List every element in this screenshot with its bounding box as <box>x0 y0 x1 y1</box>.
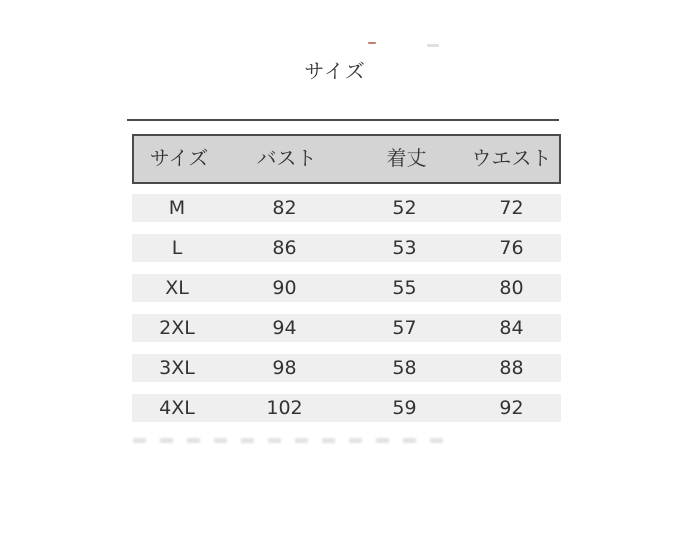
bust-cell: 98 <box>272 357 297 379</box>
bust-cell: 90 <box>272 277 297 299</box>
table-row <box>132 274 561 302</box>
column-header-bust: バスト <box>256 146 317 170</box>
length-cell: 59 <box>392 397 417 419</box>
length-cell: 57 <box>392 317 417 339</box>
size-cell: 4XL <box>159 397 195 419</box>
bust-cell: 94 <box>272 317 297 339</box>
length-cell: 52 <box>392 197 417 219</box>
waist-cell: 76 <box>499 237 524 259</box>
table-row <box>132 394 561 422</box>
bust-cell: 86 <box>272 237 297 259</box>
page-title: サイズ <box>304 59 366 83</box>
column-header-waist: ウエスト <box>471 146 552 170</box>
size-cell: L <box>171 237 183 259</box>
waist-cell: 92 <box>499 397 524 419</box>
bust-cell: 82 <box>272 197 297 219</box>
red-dash-artifact <box>368 42 376 44</box>
size-cell: 3XL <box>159 357 195 379</box>
column-header-length: 着丈 <box>386 146 427 170</box>
table-row <box>132 354 561 382</box>
waist-cell: 72 <box>499 197 524 219</box>
length-cell: 58 <box>392 357 417 379</box>
waist-cell: 88 <box>499 357 524 379</box>
size-cell: 2XL <box>159 317 195 339</box>
table-row <box>132 194 561 222</box>
waist-cell: 84 <box>499 317 524 339</box>
length-cell: 55 <box>392 277 417 299</box>
waist-cell: 80 <box>499 277 524 299</box>
table-top-rule <box>127 119 559 121</box>
size-cell: XL <box>165 277 189 299</box>
faded-text-remnant <box>133 438 445 443</box>
table-header-row <box>132 134 561 184</box>
column-header-size: サイズ <box>149 146 209 170</box>
table-row <box>132 314 561 342</box>
size-cell: M <box>168 197 186 219</box>
size-table <box>132 134 561 422</box>
length-cell: 53 <box>392 237 417 259</box>
bust-cell: 102 <box>266 397 303 419</box>
gray-smudge-artifact <box>427 44 439 47</box>
table-row <box>132 234 561 262</box>
